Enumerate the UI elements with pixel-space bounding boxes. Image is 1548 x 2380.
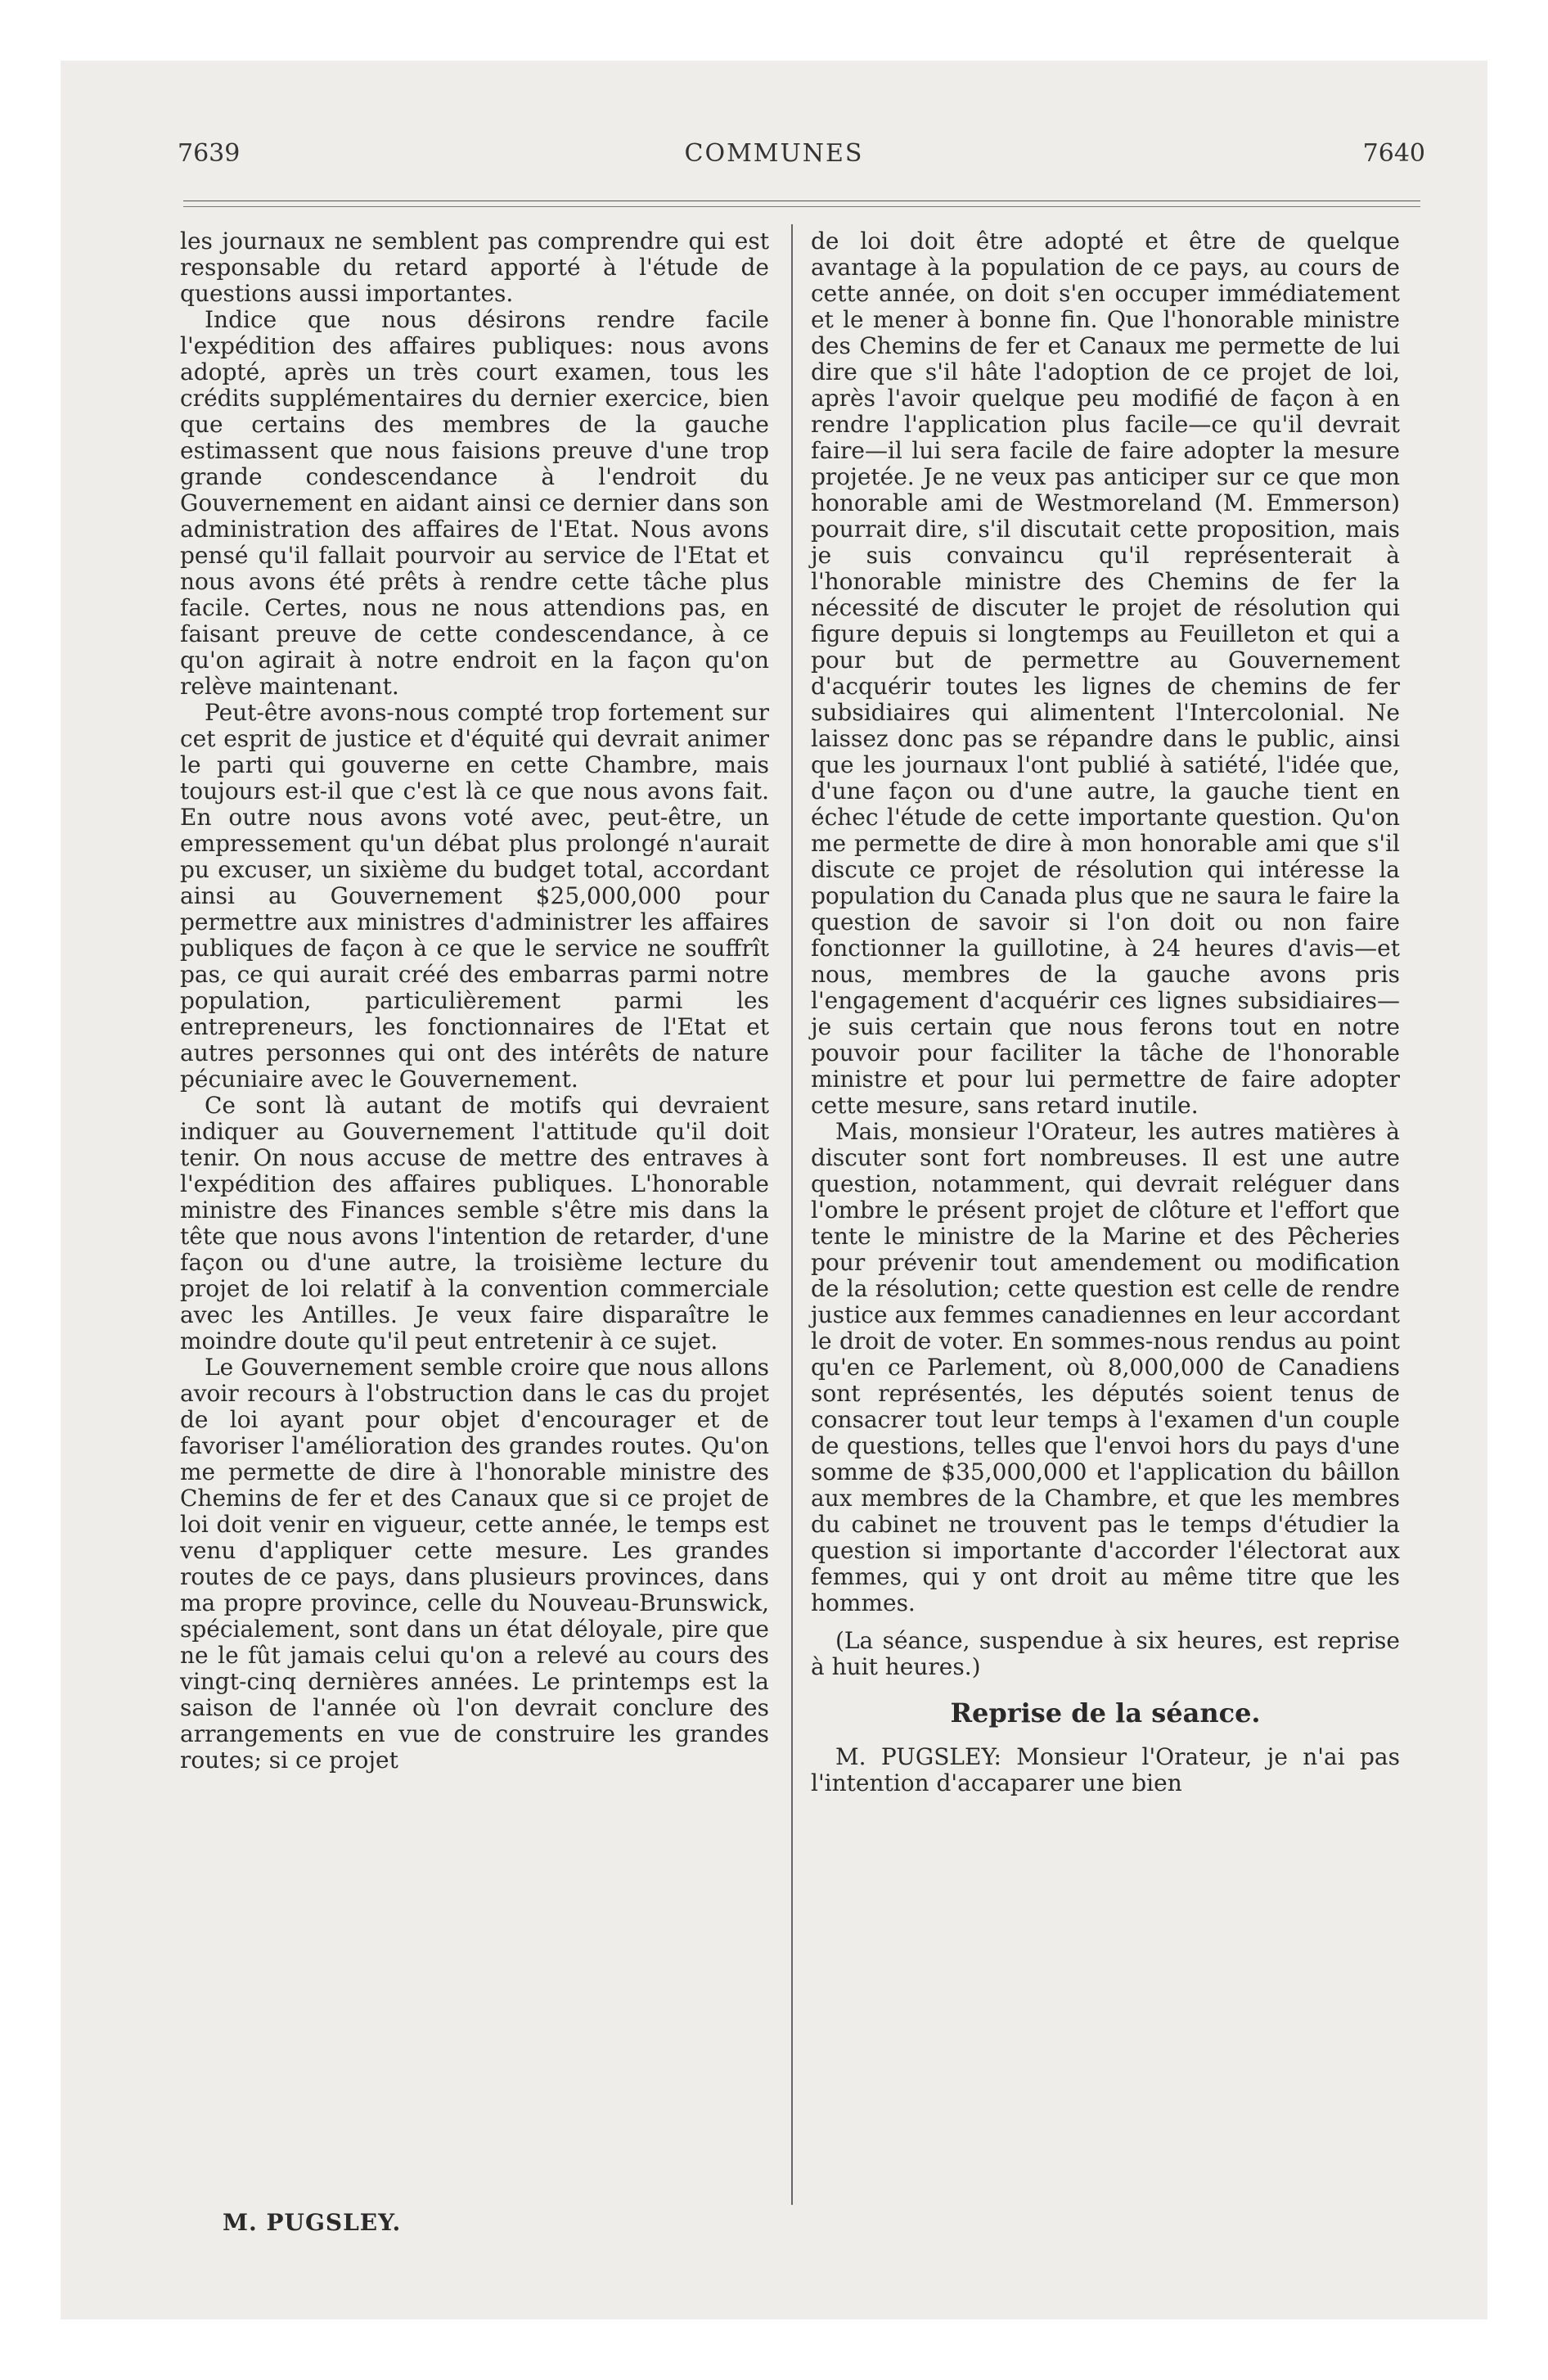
paragraph: Mais, monsieur l'Orateur, les autres matières à discuter sont fort nombreuses. Il est une autre question, notamment, qui devrait reléguer dans l'ombre le présent projet de clôture et l'effort que tente le ministre de la Marine et des Pêcheries pour prévenir tout amendement ou modification de la résolution; cette question est celle de rendre justice aux femmes canadiennes en leur accordant le droit de voter. En sommes-nous rendus au point qu'en ce Parlement, où 8,000,000 de Canadiens sont représentés, les députés soient tenus de consacrer tout leur temps à l'examen d'un couple de questions, telles que l'envoi hors du pays d'une somme de $35,000,000 et l'application du bâillon aux membres de la Chambre, et que les membres du cabinet ne trouvent pas le temps d'étudier la question si importante d'accorder l'électorat aux femmes, qui y ont droit au même titre que les hommes. [811, 1118, 1400, 1616]
paragraph: Peut-être avons-nous compté trop fortement sur cet esprit de justice et d'équité qui devrait animer le parti qui gouverne en cette Chambre, mais toujours est-il que c'est là ce que nous avons fait. En outre nous avons voté avec, peut-être, un empressement qu'un débat plus prolongé n'aurait pu excuser, un sixième du budget total, accordant ainsi au Gouvernement $25,000,000 pour permettre aux ministres d'administrer les affaires publiques de façon à ce que le service ne souffrît pas, ce qui aurait créé des embarras parmi notre population, particulièrement parmi les entrepreneurs, les fonctionnaires de l'Etat et autres personnes qui ont des intérêts de nature pécuniaire avec le Gouvernement. [180, 699, 769, 1093]
right-column [811, 228, 1400, 1796]
speaker-catchword: M. PUGSLEY. [223, 2209, 402, 2236]
page-number-left: 7639 [178, 139, 241, 168]
paragraph: de loi doit être adopté et être de quelque avantage à la population de ce pays, au cours de cette année, on doit s'en occuper immédiatement et le mener à bonne fin. Que l'honorable ministre des Chemins de fer et Canaux me permette de lui dire que s'il hâte l'adoption de ce projet de loi, après l'avoir quelque peu modifié de façon à en rendre l'application plus facile—ce qu'il devrait faire—il lui sera facile de faire adopter la mesure projetée. Je ne veux pas anticiper sur ce que mon honorable ami de Westmoreland (M. Emmerson) pourrait dire, s'il discutait cette proposition, mais je suis convaincu qu'il représenterait à l'honorable ministre des Chemins de fer la nécessité de discuter le projet de résolution qui figure depuis si longtemps au Feuilleton et qui a pour but de permettre au Gouvernement d'acquérir toutes les lignes de chemins de fer subsidiaires qui alimentent l'Intercolonial. Ne laissez donc pas se répandre dans le public, ainsi que les journaux l'ont publié à satiété, l'idée que, d'une façon ou d'une autre, la gauche tient en échec l'étude de cette importante question. Qu'on me permette de dire à mon honorable ami que s'il discute ce projet de résolution qui intéresse la population du Canada plus que ne saura le faire la question de savoir si l'on doit ou non faire fonctionner la guillotine, à 24 heures d'avis—et nous, membres de la gauche avons pris l'engagement d'acquérir ces lignes subsidiaires—je suis certain que nous ferons tout en notre pouvoir pour faciliter la tâche de l'honorable ministre et pour lui permettre de faire adopter cette mesure, sans retard inutile. [811, 228, 1400, 1119]
left-column [180, 228, 769, 1774]
running-title: COMMUNES [684, 139, 864, 168]
page [61, 61, 1487, 2319]
column-divider [791, 224, 793, 2205]
paragraph: Ce sont là autant de motifs qui devraient indiquer au Gouvernement l'attitude qu'il doit tenir. On nous accuse de mettre des entraves à l'expédition des affaires publiques. L'honorable ministre des Finances semble s'être mis dans la tête que nous avons l'intention de retarder, d'une façon ou d'une autre, la troisième lecture du projet de loi relatif à la convention commerciale avec les Antilles. Je veux faire disparaître le moindre doute qu'il peut entretenir à ce sujet. [180, 1092, 769, 1355]
header-rule [183, 201, 1420, 207]
paragraph: Indice que nous désirons rendre facile l'expédition des affaires publiques: nous avons adopté, après un très court examen, tous les crédits supplémentaires du dernier exercice, bien que certains des membres de la gauche estimassent que nous faisions preuve d'une trop grande condescendance à l'endroit du Gouvernement en aidant ainsi ce dernier dans son administration des affaires de l'Etat. Nous avons pensé qu'il fallait pourvoir au service de l'Etat et nous avons été prêts à rendre cette tâche plus facile. Certes, nous ne nous attendions pas, en faisant preuve de cette condescendance, à ce qu'on agirait à notre endroit en la façon qu'on relève maintenant. [180, 306, 769, 700]
section-heading: Reprise de la séance. [950, 1697, 1261, 1729]
page-number-right: 7640 [1362, 139, 1425, 168]
paragraph: Le Gouvernement semble croire que nous allons avoir recours à l'obstruction dans le cas du projet de loi ayant pour objet d'encourager et de favoriser l'amélioration des grandes routes. Qu'on me permette de dire à l'honorable ministre des Chemins de fer et des Canaux que si ce projet de loi doit venir en vigueur, cette année, le temps est venu d'appliquer cette mesure. Les grandes routes de ce pays, dans plusieurs provinces, dans ma propre province, celle du Nouveau-Brunswick, spécialement, sont dans un état déloyale, pire que ne le fût jamais celui qu'on a relevé au cours des vingt-cinq dernières années. Le printemps est la saison de l'année où l'on devrait conclure des arrangements en vue de construire les grandes routes; si ce projet [180, 1354, 769, 1774]
page-header [61, 139, 1487, 180]
paragraph: M. PUGSLEY: Monsieur l'Orateur, je n'ai pas l'intention d'accaparer une bien [811, 1743, 1400, 1796]
paragraph: les journaux ne semblent pas comprendre qui est responsable du retard apporté à l'étude de questions aussi importantes. [180, 228, 769, 307]
session-note: (La séance, suspendue à six heures, est reprise à huit heures.) [811, 1627, 1400, 1680]
